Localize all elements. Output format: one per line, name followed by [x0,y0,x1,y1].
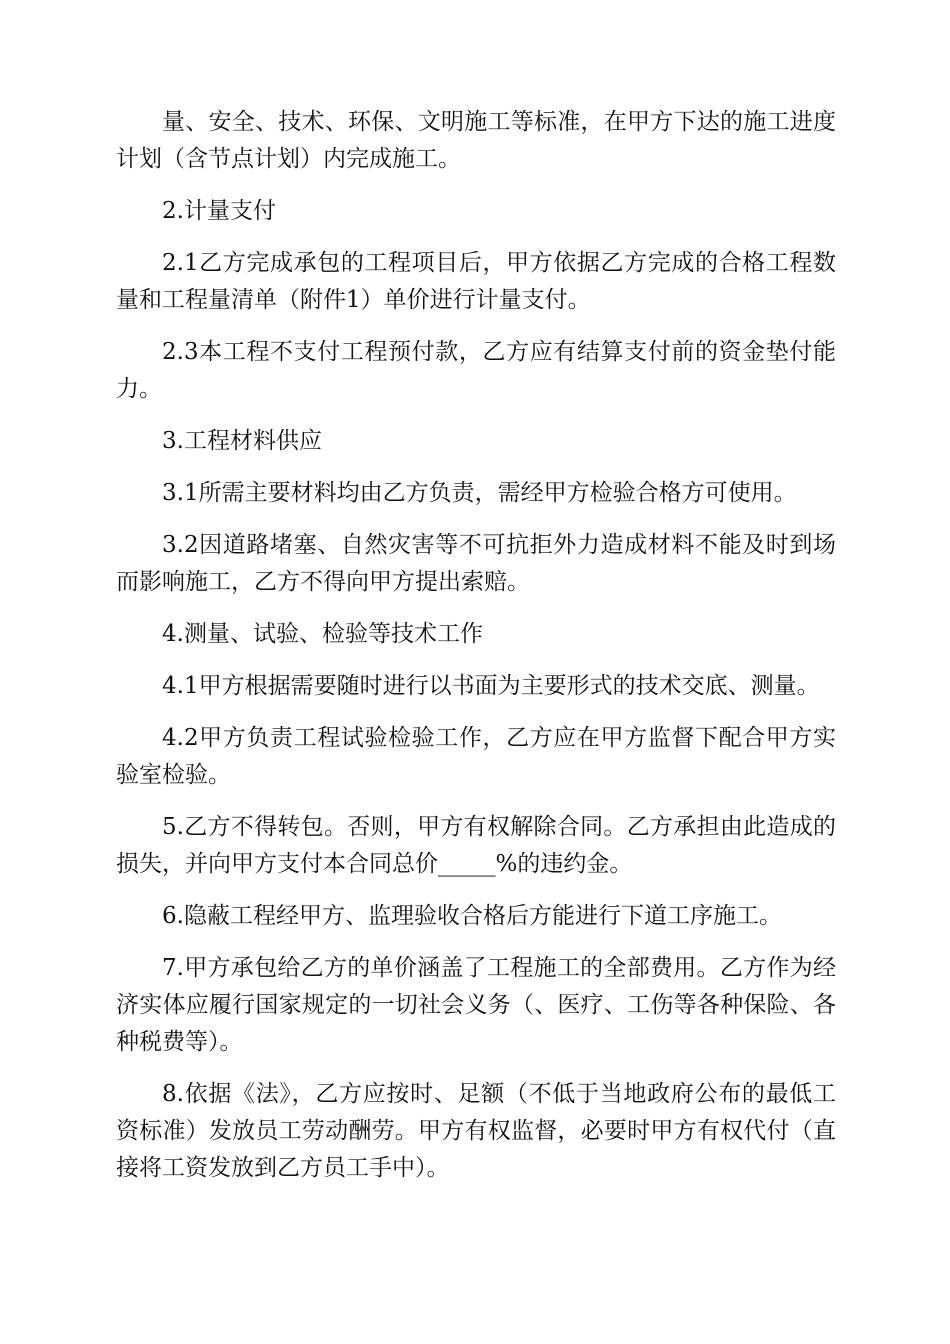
clause-8: 8.依据《法》，乙方应按时、足额（不低于当地政府公布的最低工资标准）发放员工劳动酬劳。甲方有权监督，必要时甲方有权代付（直接将工资发放到乙方员工手中）。 [116,1081,836,1181]
document-page [116,104,836,1202]
section-heading-payment: 2.计量支付 [162,198,276,224]
clause-2-3: 2.3本工程不支付工程预付款，乙方应有结算支付前的资金垫付能力。 [116,339,836,402]
clause-2-1: 2.1乙方完成承包的工程项目后，甲方依据乙方完成的合格工程数量和工程量清单（附件1）单价进行计量支付。 [116,250,836,313]
section-heading-materials: 3.工程材料供应 [162,428,322,454]
clause-7: 7.甲方承包给乙方的单价涵盖了工程施工的全部费用。乙方作为经济实体应履行国家规定的一切社会义务（、医疗、工伤等各种保险、各种税费等）。 [116,955,836,1055]
clause-4-2: 4.2甲方负责工程试验检验工作，乙方应在甲方监督下配合甲方实验室检验。 [116,725,836,788]
clause-3-2: 3.2因道路堵塞、自然灾害等不可抗拒外力造成材料不能及时到场而影响施工，乙方不得向甲方提出索赔。 [116,532,836,595]
section-heading-technical: 4.测量、试验、检验等技术工作 [162,621,483,647]
paragraph-standards-continuation: 量、安全、技术、环保、文明施工等标准，在甲方下达的施工进度计划（含节点计划）内完成施工。 [116,109,836,172]
clause-3-1: 3.1所需主要材料均由乙方负责，需经甲方检验合格方可使用。 [162,480,797,506]
clause-4-1: 4.1甲方根据需要随时进行以书面为主要形式的技术交底、测量。 [162,673,820,699]
clause-5: 5.乙方不得转包。否则，甲方有权解除合同。乙方承担由此造成的损失，并向甲方支付本合同总价_____%的违约金。 [116,814,836,877]
clause-6: 6.隐蔽工程经甲方、监理验收合格后方能进行下道工序施工。 [162,903,782,929]
